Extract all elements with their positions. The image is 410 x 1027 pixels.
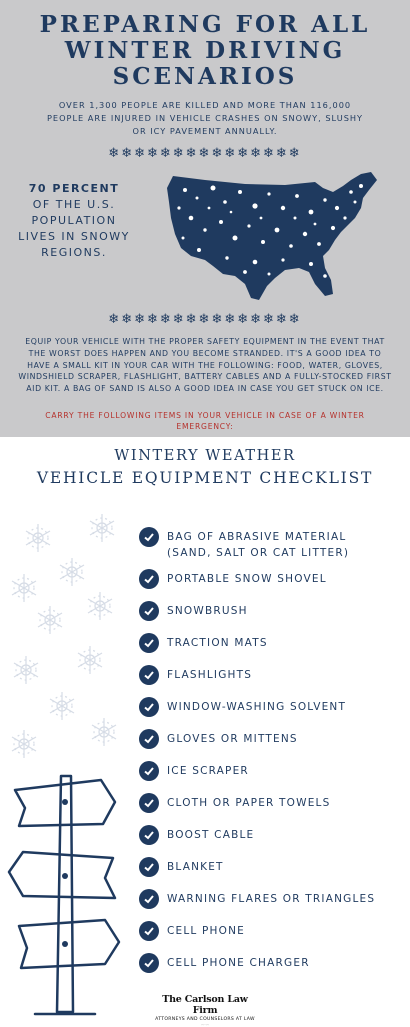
list-item xyxy=(139,601,409,621)
snowflake-icon xyxy=(14,656,38,684)
snowflake-divider-bottom: ❄❄❄❄❄❄❄❄❄❄❄❄❄❄❄ xyxy=(108,312,302,327)
snowflake-icon xyxy=(12,574,36,602)
item-label: GLOVES OR MITTENS xyxy=(167,733,298,745)
item-label-detail: (SAND, SALT OR CAT LITTER) xyxy=(167,547,350,559)
snowflake-icon xyxy=(50,692,74,720)
title-line-3: SCENARIOS xyxy=(112,63,298,90)
checklist-title-line-1: WINTERY WEATHER xyxy=(114,448,296,464)
signature-marks: 〰 〰 xyxy=(200,1023,210,1027)
check-circle-icon xyxy=(139,825,159,845)
snowflake-icon xyxy=(90,514,114,542)
item-label: CELL PHONE xyxy=(167,925,245,937)
snowflake-icon xyxy=(88,592,112,620)
list-item xyxy=(139,729,409,749)
check-circle-icon xyxy=(139,665,159,685)
list-item xyxy=(139,697,409,717)
page-title xyxy=(0,12,410,90)
stat-text: OF THE U.S. POPULATION LIVES IN SNOWY REGIONS. xyxy=(18,198,130,259)
check-circle-icon xyxy=(139,953,159,973)
list-item xyxy=(139,921,409,941)
check-circle-icon xyxy=(139,857,159,877)
check-circle-icon xyxy=(139,527,159,547)
snowflake-icon xyxy=(60,558,84,586)
item-label: WARNING FLARES OR TRIANGLES xyxy=(167,893,376,905)
item-label: WINDOW-WASHING SOLVENT xyxy=(167,701,347,713)
check-circle-icon xyxy=(139,761,159,781)
item-label: BLANKET xyxy=(167,861,224,873)
firm-subtitle: ATTORNEYS AND COUNSELORS AT LAW xyxy=(155,1017,255,1022)
list-item xyxy=(139,527,409,561)
item-label: TRACTION MATS xyxy=(167,637,268,649)
item-label: ICE SCRAPER xyxy=(167,765,249,777)
list-item xyxy=(139,825,409,845)
check-circle-icon xyxy=(139,697,159,717)
list-item xyxy=(139,889,409,909)
item-label: BOOST CABLE xyxy=(167,829,255,841)
check-circle-icon xyxy=(139,921,159,941)
list-item xyxy=(139,793,409,813)
list-item xyxy=(139,569,409,589)
check-circle-icon xyxy=(139,793,159,813)
checklist-title-line-2: VEHICLE EQUIPMENT CHECKLIST xyxy=(36,469,374,487)
list-item xyxy=(139,665,409,685)
snowflake-icon xyxy=(78,646,102,674)
item-label: FLASHLIGHTS xyxy=(167,669,253,681)
check-circle-icon xyxy=(139,601,159,621)
carry-notice: CARRY THE FOLLOWING ITEMS IN YOUR VEHICLE IN CASE OF A WINTER EMERGENCY: xyxy=(45,411,365,431)
snowflake-icon xyxy=(92,718,116,746)
firm-logo xyxy=(150,994,260,1027)
item-label: PORTABLE SNOW SHOVEL xyxy=(167,573,327,585)
stat-percent: 70 PERCENT xyxy=(28,182,120,195)
item-label: CLOTH OR PAPER TOWELS xyxy=(167,797,331,809)
item-label: SNOWBRUSH xyxy=(167,605,248,617)
check-circle-icon xyxy=(139,569,159,589)
snowflake-icon xyxy=(12,730,36,758)
road-sign-icon xyxy=(5,768,125,1018)
list-item xyxy=(139,633,409,653)
top-section xyxy=(0,0,410,437)
snowflake-icon xyxy=(26,524,50,552)
item-label: BAG OF ABRASIVE MATERIAL xyxy=(167,531,347,543)
title-line-1: PREPARING FOR ALL xyxy=(39,11,371,38)
list-item xyxy=(139,953,409,973)
snowflake-icon xyxy=(38,606,62,634)
snowflake-decoration xyxy=(0,500,135,780)
list-item xyxy=(139,857,409,877)
us-map-icon xyxy=(165,168,380,308)
checklist-title xyxy=(0,445,410,489)
intro-text: OVER 1,300 PEOPLE ARE KILLED AND MORE THAN 116,000 PEOPLE ARE INJURED IN VEHICLE CRASHES ON SNOWY, SLUSHY OR ICY PAVEMENT ANNUALLY. xyxy=(46,100,364,136)
firm-name: The Carlson Law Firm xyxy=(162,994,248,1016)
list-item xyxy=(139,761,409,781)
check-circle-icon xyxy=(139,889,159,909)
title-line-2: WINTER DRIVING xyxy=(64,37,346,64)
check-circle-icon xyxy=(139,633,159,653)
check-circle-icon xyxy=(139,729,159,749)
equipment-paragraph: EQUIP YOUR VEHICLE WITH THE PROPER SAFETY EQUIPMENT IN THE EVENT THAT THE WORST DOES HAPPEN AND YOU BECOME STRANDED. IT'S A GOOD IDEA TO HAVE A SMALL KIT IN YOUR CAR WITH THE FOLLOWING: FOOD, WATER, GLOVES, WINDSHIELD SCRAPER, FLASHLIGHT, BATTERY CABLES AND A FULLY-STOCKED FIRST AID KIT. A BAG OF SAND IS ALSO A GOOD IDEA IN CASE YOU GET STUCK ON ICE. xyxy=(18,337,392,394)
snowflake-divider-top: ❄❄❄❄❄❄❄❄❄❄❄❄❄❄❄ xyxy=(108,146,302,161)
item-label: CELL PHONE CHARGER xyxy=(167,957,310,969)
population-stat xyxy=(18,181,130,261)
